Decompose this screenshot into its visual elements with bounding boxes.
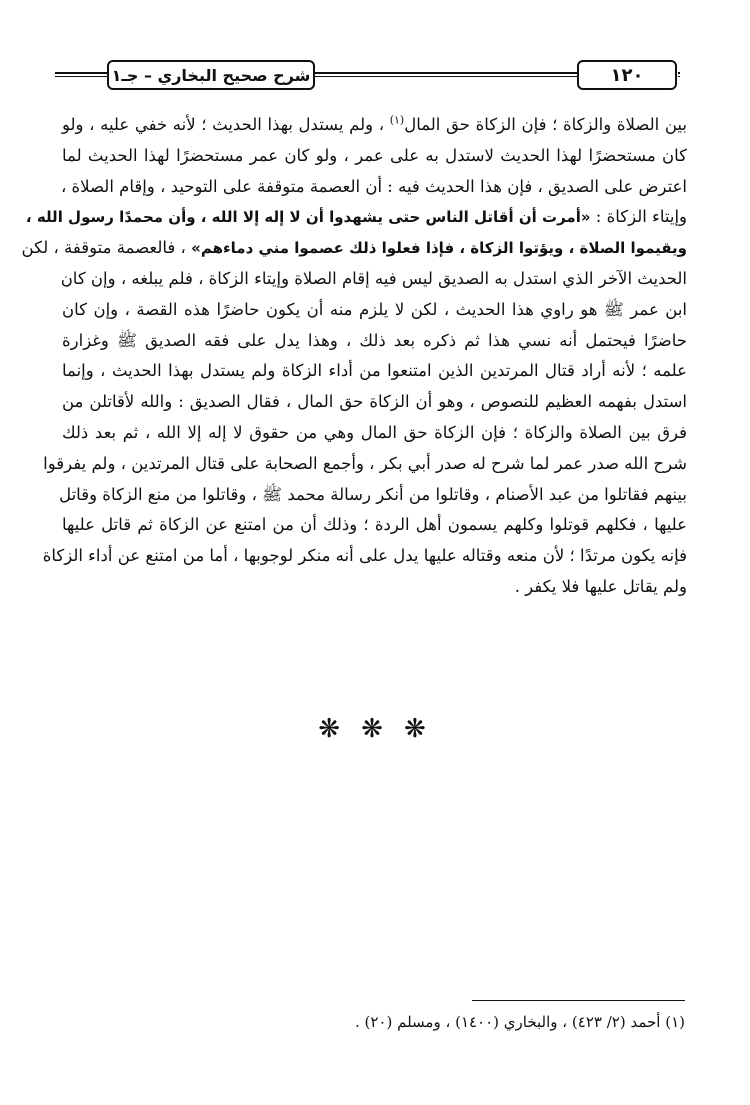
text-line: شرح الله صدر عمر لما شرح له صدر أبي بكر ، وأجمع الصحابة على قتال المرتدين ، ولم يفرقوا — [43, 453, 687, 473]
text-line: فرق بين الصلاة والزكاة ؛ فإن الزكاة حق المال وهي من حقوق لا إله إلا الله ، ثم بعد ذلك — [62, 422, 687, 442]
text-line: ويقيموا الصلاة ، ويؤتوا الزكاة ، فإذا فعلوا ذلك عصموا مني دماءهم» ، فالعصمة متوقفة ، لكن — [21, 238, 687, 258]
text-line: عليها ، فكلهم قوتلوا وكلهم يسمون أهل الردة ؛ وذلك أن من امتنع عن الزكاة ثم قاتل عليها — [62, 515, 687, 535]
footnote-rule — [472, 1000, 685, 1001]
text-line: ابن عمر ﷺ هو راوي هذا الحديث ، لكن لا يلزم منه أن يكون حاضرًا هذه القصة ، وإن كان — [62, 299, 687, 319]
text-line: بين الصلاة والزكاة ؛ فإن الزكاة حق المال$^{(١)}$ ، ولم يستدل بهذا الحديث ؛ لأنه خفي عليه ، ولو — [62, 113, 687, 134]
main-text — [21, 110, 687, 603]
hadith-quote: «أمرت أن أقاتل الناس حتى يشهدوا أن لا إله إلا الله ، وأن محمدًا رسول الله ، — [25, 208, 591, 227]
text-line: استدل بفهمه العظيم للنصوص ، وهو أن الزكاة حق المال ، فقال الصديق : والله لأقاتلن من — [62, 392, 687, 412]
text-line: كان مستحضرًا لهذا الحديث لاستدل به على عمر ، ولو كان عمر مستحضرًا لهذا الحديث لما — [62, 145, 687, 165]
book-title: شرح صحيح البخاري – جـ١ — [107, 60, 315, 90]
text-line: بينهم فقاتلوا من عبد الأصنام ، وقاتلوا من أنكر رسالة محمد ﷺ ، وقاتلوا من منع الزكاة وقاتل — [59, 484, 687, 504]
footnote-marker: (١) — [389, 113, 405, 127]
text-line: ولم يقاتل عليها فلا يكفر . — [514, 576, 687, 596]
hadith-quote: ويقيموا الصلاة ، ويؤتوا الزكاة ، فإذا فعلوا ذلك عصموا مني دماءهم» — [191, 239, 687, 258]
page-number: ١٢٠ — [577, 60, 677, 90]
page-header — [55, 58, 680, 94]
text-line: الحديث الآخر الذي استدل به الصديق ليس فيه إقام الصلاة وإيتاء الزكاة ، فلم يبلغه ، وإن كان — [60, 268, 687, 288]
header-rule-left — [55, 72, 107, 77]
header-rule-right — [678, 72, 680, 77]
footnote: (١) أحمد (٢/ ٤٢٣) ، والبخاري (١٤٠٠) ، ومسلم (٢٠) . — [354, 1013, 685, 1031]
text-line: علمه ؛ لأنه أراد قتال المرتدين الذين امتنعوا من أداء الزكاة ولم يستدل بهذا الحديث ، وإنما — [62, 361, 687, 381]
text-line: حاضرًا فيحتمل أنه نسي هذا ثم ذكره بعد ذلك ، وهذا يدل على فقه الصديق ﷺ وغزارة — [62, 330, 687, 350]
section-separator: ❋ ❋ ❋ — [318, 714, 432, 744]
text-line: فإنه يكون مرتدًا ؛ لأن منعه وقتاله عليها يدل على أنه منكر لوجوبها ، أما من امتنع عن أداء الزكاة — [42, 546, 687, 566]
text-line: وإيتاء الزكاة : «أمرت أن أقاتل الناس حتى يشهدوا أن لا إله إلا الله ، وأن محمدًا رسول الله ، — [25, 207, 687, 227]
text-line: اعترض على الصديق ، فإن هذا الحديث فيه : أن العصمة متوقفة على التوحيد ، وإقام الصلاة ، — [60, 176, 687, 196]
